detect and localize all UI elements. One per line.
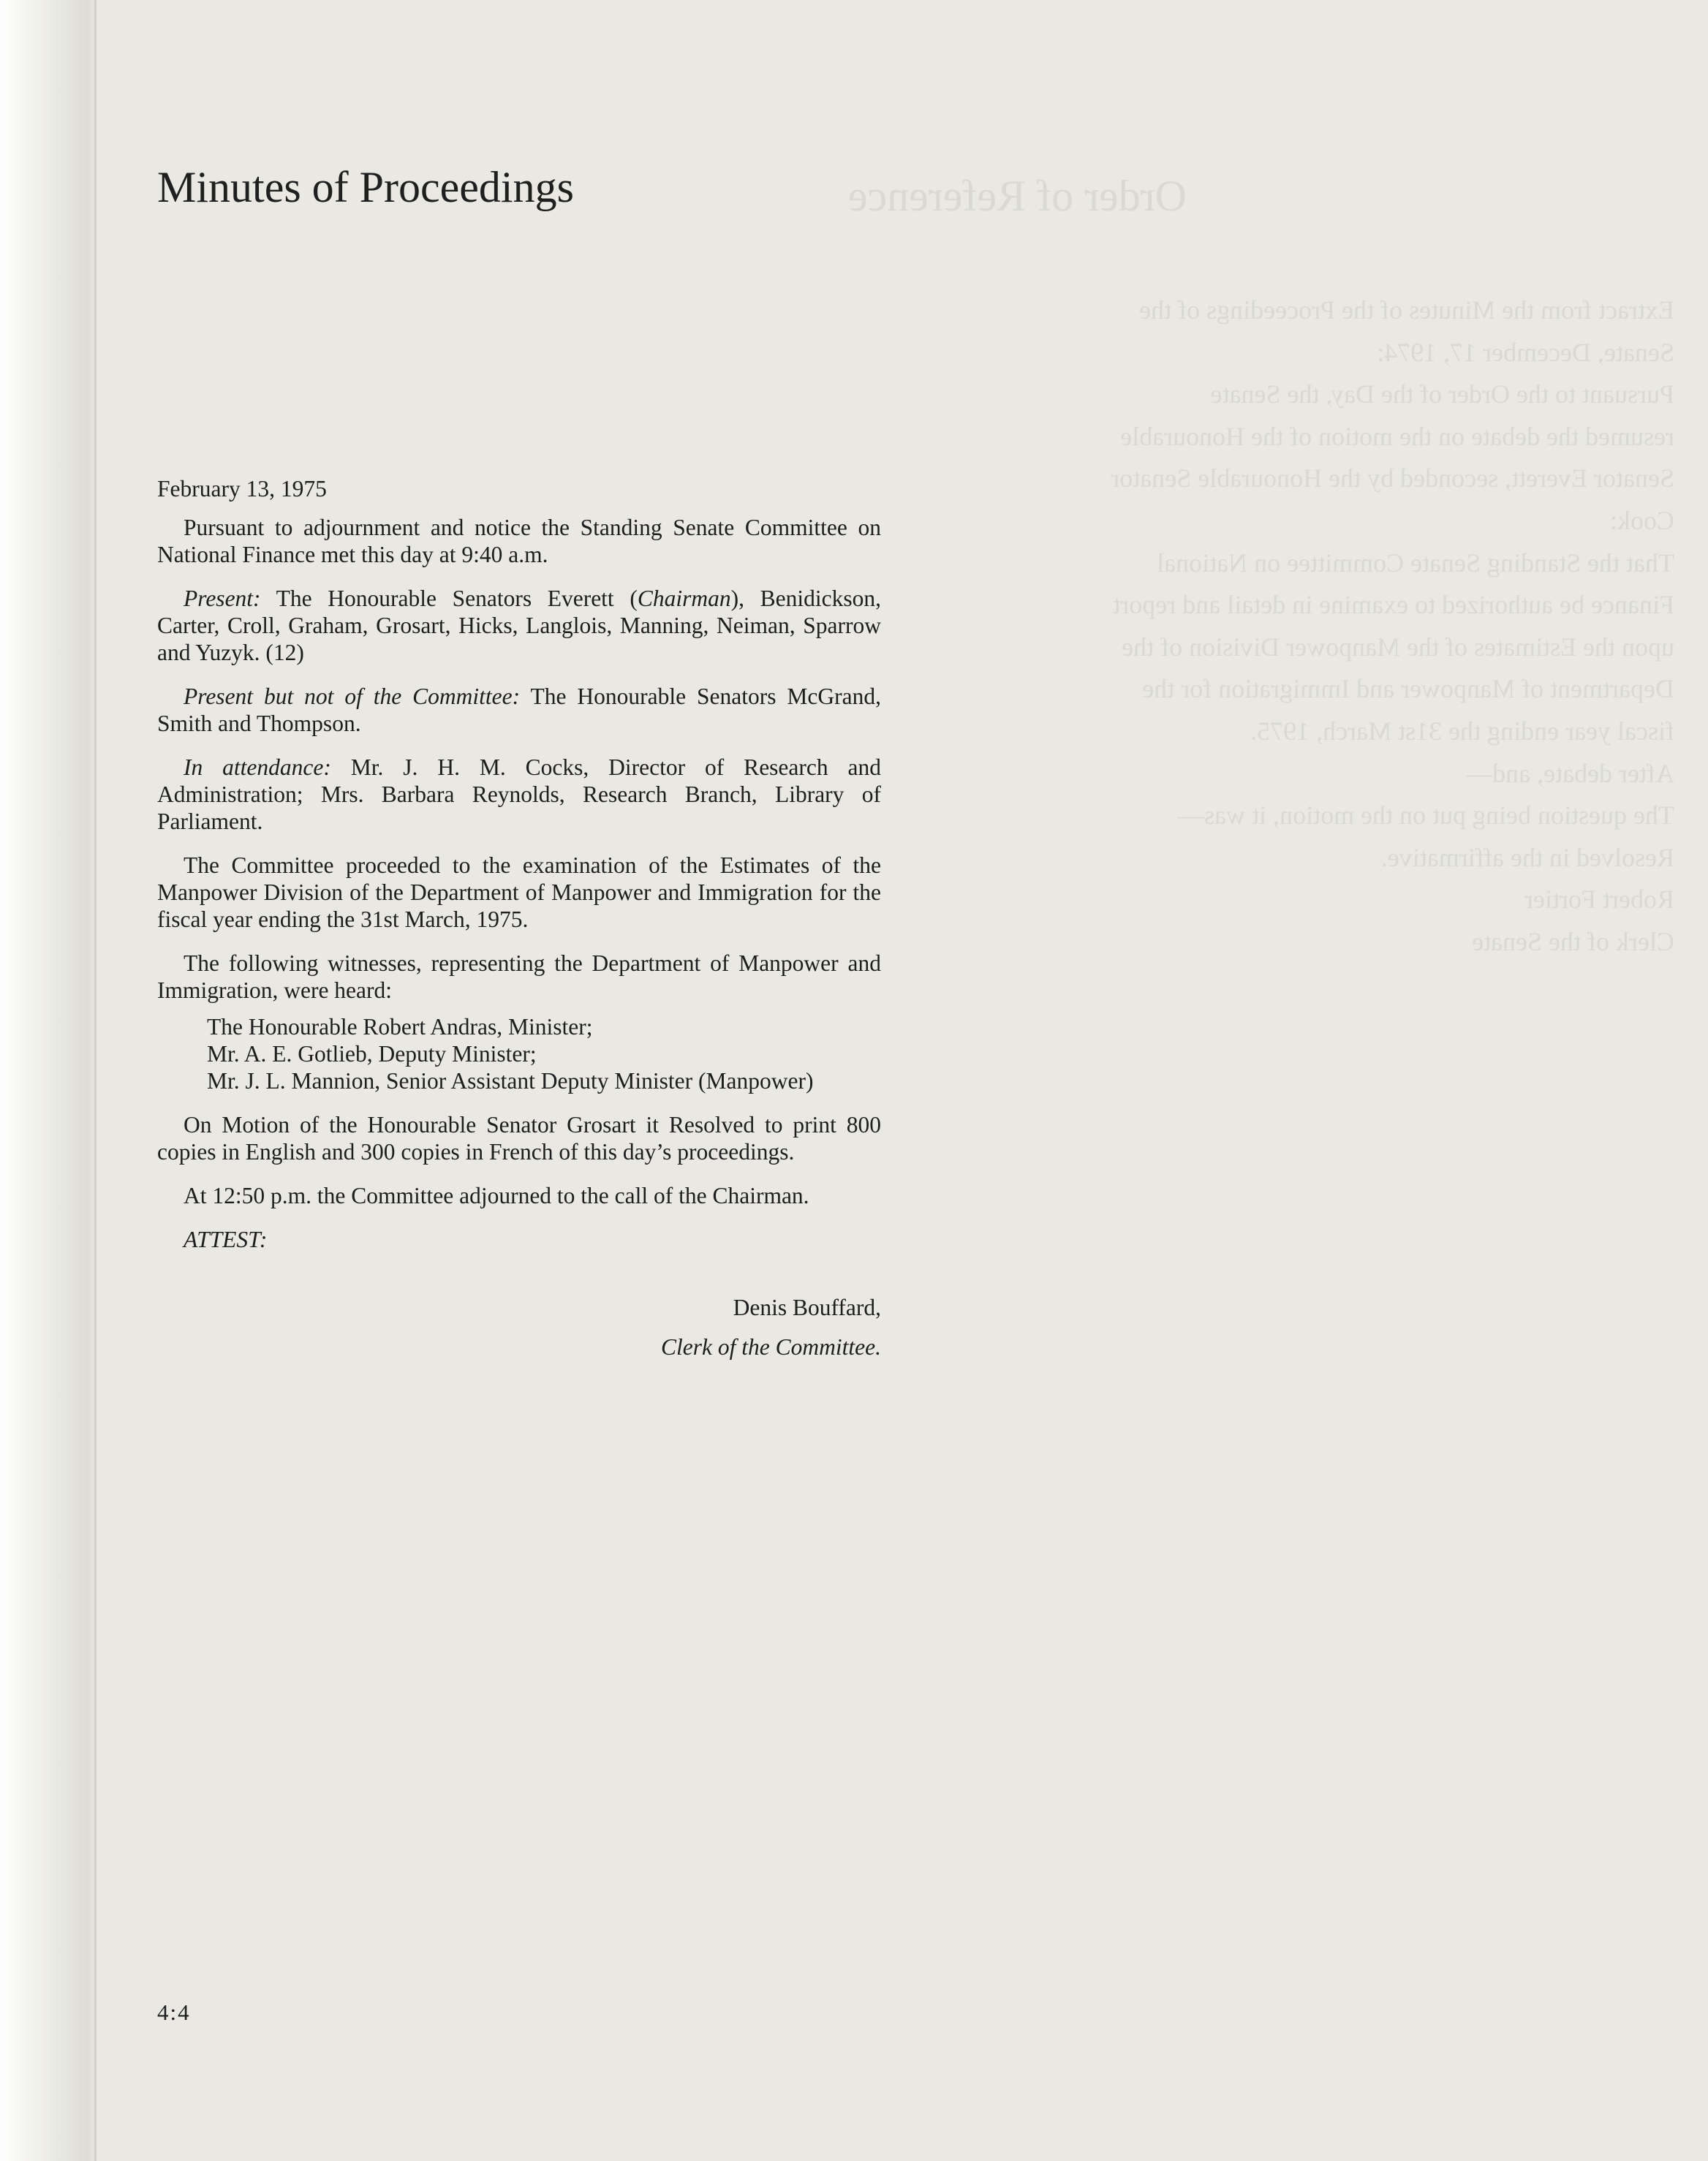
bleed-line: Clerk of the Senate <box>1472 926 1674 956</box>
signatory-name: Denis Bouffard, <box>733 1295 881 1320</box>
bleed-line: Cook: <box>1609 505 1674 535</box>
bleed-line: Pursuant to the Order of the Day, the Senate <box>1210 379 1674 409</box>
present-not-text: The Honourable Senators McGrand, Smith and Thompson. <box>157 684 881 736</box>
witness-item: Mr. J. L. Mannion, Senior Assistant Deputy Minister (Manpower) <box>207 1068 814 1094</box>
adjournment-paragraph: At 12:50 p.m. the Committee adjourned to the call of the Chairman. <box>184 1183 809 1208</box>
page-number: 4:4 <box>157 1999 191 2025</box>
present-label: Present: <box>184 586 261 611</box>
bleed-line: fiscal year ending the 31st March, 1975. <box>1250 716 1674 746</box>
present-not-paragraph <box>157 683 881 737</box>
bleed-title: Order of Reference <box>848 172 1187 220</box>
meeting-date: February 13, 1975 <box>157 476 327 502</box>
attest-label: ATTEST: <box>184 1227 268 1252</box>
bleed-line: That the Standing Senate Committee on National <box>1157 548 1674 578</box>
motion-paragraph: On Motion of the Honourable Senator Grosart it Resolved to print 800 copies in English and 300 copies in French of this day’s proceedings. <box>157 1112 881 1165</box>
bleed-line: resumed the debate on the motion of the Honourable <box>1120 421 1674 451</box>
page-binding-edge <box>0 0 97 2161</box>
bleed-line: Department of Manpower and Immigration for the <box>1142 674 1674 704</box>
attendance-paragraph <box>157 754 881 835</box>
bleed-line: The question being put on the motion, it was— <box>1178 801 1674 830</box>
attendance-text: Mr. J. H. M. Cocks, Director of Research and Administration; Mrs. Barbara Reynolds, Research Branch, Library of Parliament. <box>157 754 881 834</box>
witnesses-intro: The following witnesses, representing the Department of Manpower and Immigration, were heard: <box>157 950 881 1003</box>
attendance-label: In attendance: <box>184 754 331 780</box>
witness-list <box>207 1013 881 1094</box>
witness-item: The Honourable Robert Andras, Minister; <box>207 1014 593 1040</box>
bleed-line: Extract from the Minutes of the Proceedings of the <box>1139 295 1674 325</box>
page-title: Minutes of Proceedings <box>157 163 574 211</box>
present-text-a: The Honourable Senators Everett ( <box>260 586 638 611</box>
signatory-role: Clerk of the Committee. <box>661 1334 881 1360</box>
signature-block <box>157 1288 881 1367</box>
present-not-label: Present but not of the Committee: <box>184 684 521 709</box>
bleed-line: Senate, December 17, 1974: <box>1377 337 1674 367</box>
bleed-line: upon the Estimates of the Manpower Division of the <box>1122 632 1674 662</box>
opening-paragraph: Pursuant to adjournment and notice the Standing Senate Committee on National Finance met this day at 9:40 a.m. <box>157 515 881 567</box>
bleed-line: Senator Everett, seconded by the Honourable Senator <box>1111 463 1674 493</box>
reverse-page-bleed-through <box>848 161 1674 1038</box>
present-text-b: ), Benidickson, Carter, Croll, Graham, Grosart, Hicks, Langlois, Manning, Neiman, Sparrow and Yuzyk. (12) <box>157 586 881 665</box>
bleed-line: Finance be authorized to examine in detail and report <box>1113 590 1674 620</box>
minutes-body <box>157 475 881 1367</box>
bleed-line: After debate, and— <box>1466 758 1674 788</box>
bleed-line: Robert Fortier <box>1524 885 1674 915</box>
witness-item: Mr. A. E. Gotlieb, Deputy Minister; <box>207 1041 537 1067</box>
bleed-line: Resolved in the affirmative. <box>1380 842 1674 872</box>
chairman-label: Chairman <box>637 586 731 611</box>
examination-paragraph: The Committee proceeded to the examination of the Estimates of the Manpower Division of the Department of Manpower and Immigration for the fiscal year ending the 31st March, 1975. <box>157 852 881 932</box>
present-paragraph <box>157 585 881 666</box>
